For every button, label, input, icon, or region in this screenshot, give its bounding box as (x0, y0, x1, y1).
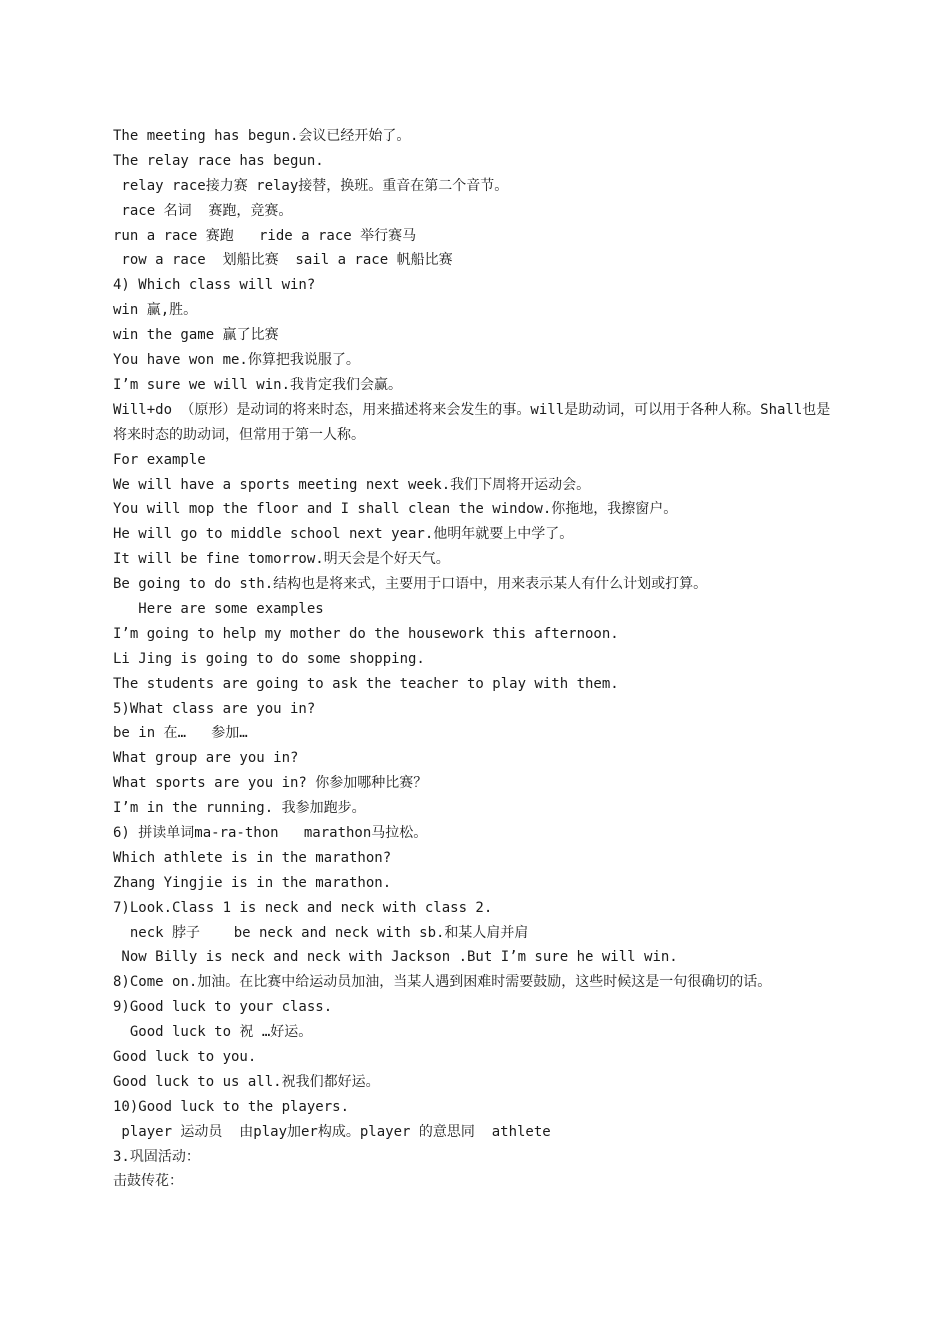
text-line: I’m sure we will win.我肯定我们会赢。 (113, 376, 403, 393)
text-line: win the game 赢了比赛 (113, 327, 279, 344)
text-line: 5)What class are you in? (113, 700, 316, 717)
text-line: Be going to do sth.结构也是将来式，主要用于口语中，用来表示某人有什么计划或打算。 (113, 576, 708, 593)
text-line: Good luck to us all.祝我们都好运。 (113, 1073, 380, 1090)
text-line: Zhang Yingjie is in the marathon. (113, 874, 392, 891)
text-paragraph: Will+do （原形）是动词的将来时态，用来描述将来会发生的事。will是助动词，可以用于各种人称。Shall也是将来时态的助动词，但常用于第一人称。 (113, 401, 831, 443)
text-line: It will be fine tomorrow.明天会是个好天气。 (113, 551, 450, 568)
text-line: He will go to middle school next year.他明年就要上中学了。 (113, 526, 574, 543)
text-line: 9)Good luck to your class. (113, 999, 333, 1016)
text-line: The relay race has begun. (113, 152, 324, 169)
text-line: What sports are you in? 你参加哪种比赛？ (113, 775, 428, 792)
text-line: relay race接力赛 relay接替，换班。重音在第二个音节。 (113, 177, 509, 194)
text-line: The students are going to ask the teacher to play with them. (113, 675, 619, 692)
text-line: Good luck to you. (113, 1049, 257, 1065)
text-line: player 运动员 由play加er构成。player 的意思同 athlete (113, 1123, 551, 1140)
text-line: For example (113, 451, 206, 468)
text-line: You will mop the floor and I shall clean the window.你拖地，我擦窗户。 (113, 501, 678, 518)
text-line: neck 脖子 be neck and neck with sb.和某人肩并肩 (113, 924, 529, 941)
text-line: The meeting has begun.会议已经开始了。 (113, 128, 411, 144)
text-line: You have won me.你算把我说服了。 (113, 352, 360, 369)
text-line: 10)Good luck to the players. (113, 1098, 350, 1115)
text-line: 击鼓传花： (113, 1173, 183, 1190)
text-line: race 名词 赛跑，竞赛。 (113, 202, 293, 219)
text-line: 4) Which class will win? (113, 277, 316, 294)
text-line: We will have a sports meeting next week.我们下周将开运动会。 (113, 476, 591, 493)
text-line: be in 在… 参加… (113, 725, 248, 742)
text-line: Which athlete is in the marathon? (113, 849, 392, 866)
text-line: row a race 划船比赛 sail a race 帆船比赛 (113, 252, 453, 269)
text-paragraph: 8)Come on.加油。在比赛中给运动员加油，当某人遇到困难时需要鼓励，这些时候这是一句很确切的话。 (113, 974, 772, 991)
text-line: Li Jing is going to do some shopping. (113, 650, 425, 667)
text-line: 3.巩固活动： (113, 1148, 200, 1165)
text-line: win 赢,胜。 (113, 302, 198, 319)
text-line: I’m going to help my mother do the housework this afternoon. (113, 625, 619, 642)
text-line: What group are you in? (113, 750, 299, 767)
text-line: 7)Look.Class 1 is neck and neck with class 2. (113, 899, 493, 916)
text-line: run a race 赛跑 ride a race 举行赛马 (113, 227, 417, 244)
text-line: Good luck to 祝 …好运。 (113, 1024, 313, 1041)
text-line: Here are some examples (113, 600, 324, 617)
text-line: I’m in the running. 我参加跑步。 (113, 800, 366, 817)
document-body (113, 124, 841, 1194)
text-line: 6) 拼读单词ma-ra-thon marathon马拉松。 (113, 824, 428, 841)
text-line: Now Billy is neck and neck with Jackson .But I’m sure he will win. (113, 949, 678, 966)
